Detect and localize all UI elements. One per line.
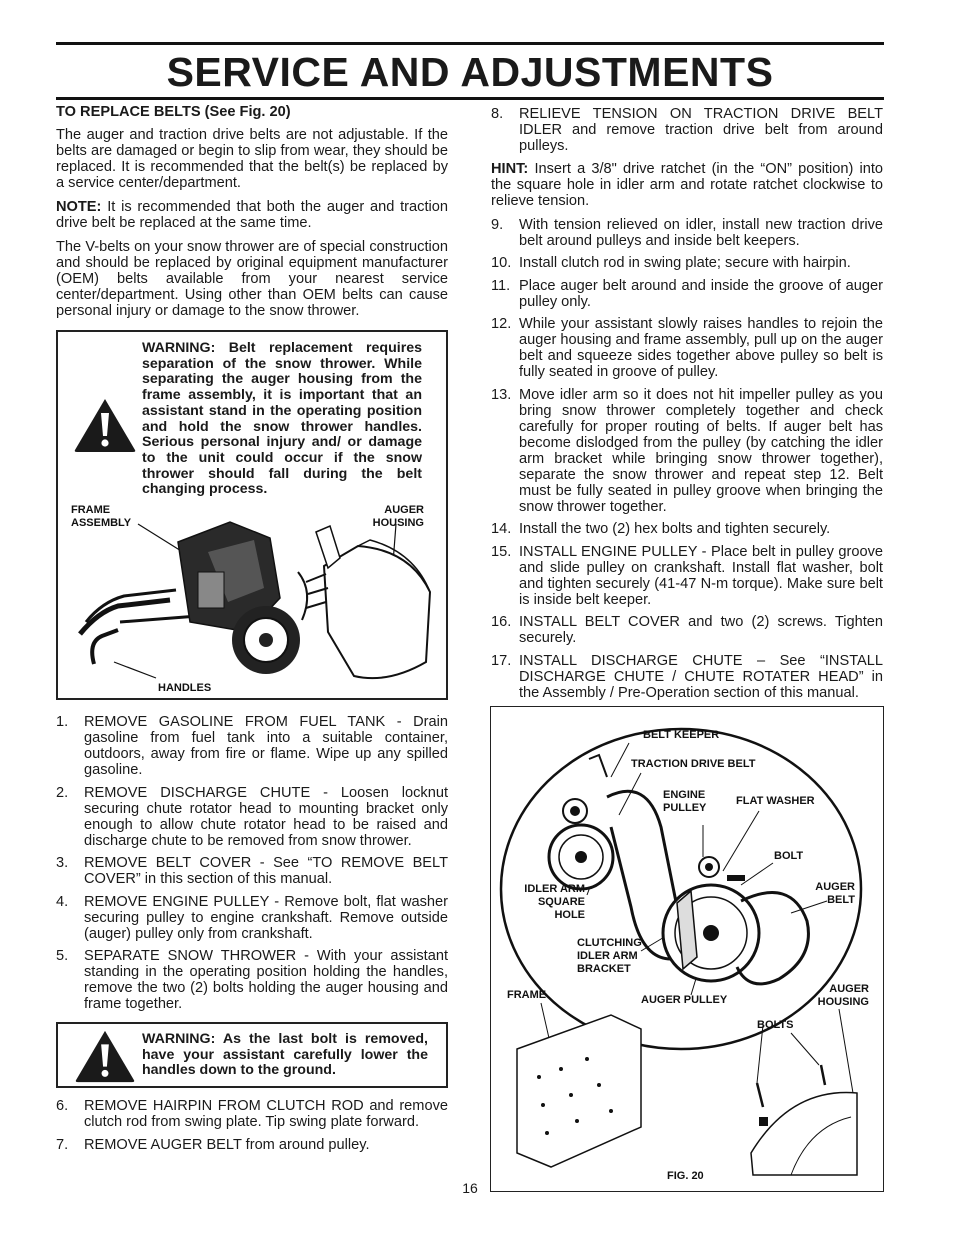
note-paragraph (56, 199, 448, 231)
step-10: 10. Install clutch rod in swing plate; secure with hairpin. (491, 255, 851, 271)
step-11: 11. Place auger belt around and inside the groove of auger pulley only. (491, 277, 883, 310)
steps-list-d (491, 217, 883, 701)
section-heading: TO REPLACE BELTS (See Fig. 20) (56, 104, 291, 120)
step-5: 5. SEPARATE SNOW THROWER - With your assistant standing in the operating position holding the handles, remove the two (2) bolts holding the auger housing and frame together. (56, 948, 448, 1012)
fig-label-idler-arm-square-hole: IDLER ARM SQUARE HOLE (524, 883, 585, 921)
note-label: NOTE: (56, 199, 102, 215)
step-2: 2. REMOVE DISCHARGE CHUTE - Loosen locknut securing chute rotator head to mounting bracket only enough to allow chute rotator head to be raised and discharge chute to be removed from snow thrower. (56, 784, 448, 849)
step-12: 12. While your assistant slowly raises handles to rejoin the auger housing and frame assembly, pull up on the auger belt and squeeze sides together above pulley so belt is fully seated in groove of pulley. (491, 316, 883, 380)
warning-triangle-icon (72, 396, 138, 454)
warning-text-1: WARNING: Belt replacement requires separation of the snow thrower. While separating the auger housing from the frame assembly, it is important that an assistant stand in the operating position and hold the snow thrower handles. Serious personal injury and/ or damage to the unit could occur if the snow thrower should fall during the belt changing process. (142, 340, 422, 498)
right-column (491, 106, 883, 707)
step-3: 3. REMOVE BELT COVER - See “TO REMOVE BELT COVER” in this section of this manual. (56, 855, 448, 887)
step-17: 17. INSTALL DISCHARGE CHUTE – See “INSTALL DISCHARGE CHUTE / CHUTE ROTATER HEAD” in the Assembly / Pre-Operation section of this manual. (491, 652, 883, 701)
fig-label-frame: FRAME (507, 989, 547, 1001)
step-16: 16. INSTALL BELT COVER and two (2) screws. Tighten securely. (491, 614, 883, 646)
fig-label-bolts: BOLTS (757, 1019, 794, 1031)
snow-thrower-separation-illustration (58, 512, 446, 692)
page-number: 16 (462, 1180, 478, 1196)
step-8: 8. RELIEVE TENSION ON TRACTION DRIVE BELT IDLER and remove traction drive belt from around pulleys. (491, 106, 883, 154)
warning-box-last-bolt (56, 1022, 448, 1088)
fig-label-auger-pulley: AUGER PULLEY (641, 994, 728, 1006)
fig-label-flat-washer: FLAT WASHER (736, 795, 815, 807)
fig-label-auger-housing: AUGER HOUSING (817, 983, 869, 1008)
intro-paragraph: The auger and traction drive belts are not adjustable. If the belts are damaged or begin to slip from wear, they should be replaced. It is recommended that the belt(s) be replaced by a service center/department. (56, 127, 448, 191)
step-4: 4. REMOVE ENGINE PULLEY - Remove bolt, flat washer securing pulley to engine crankshaft. Remove outside (auger) pulley only from crankshaft. (56, 893, 448, 942)
warning-triangle-icon (72, 1028, 138, 1084)
fig-label-traction-drive-belt: TRACTION DRIVE BELT (631, 758, 756, 770)
figure-20 (490, 706, 884, 1192)
steps-list-a (56, 714, 448, 1012)
title-rule-bottom (56, 97, 884, 100)
fig-caption: FIG. 20 (667, 1170, 704, 1182)
hint-text: Insert a 3/8" drive ratchet (in the “ON” position) into the square hole in idler arm and rotate ratchet clockwise to relieve tension. (491, 160, 883, 209)
step-6: 6. REMOVE HAIRPIN FROM CLUTCH ROD and remove clutch rod from swing plate. Tip swing plate forward. (56, 1098, 448, 1130)
hint-paragraph (491, 161, 883, 209)
step-14: 14. Install the two (2) hex bolts and tighten securely. (491, 521, 831, 537)
steps-list-b (56, 1098, 448, 1153)
label-auger-housing: AUGER HOUSING (372, 504, 424, 529)
steps-list-c (491, 106, 883, 154)
warning-text-2: WARNING: As the last bolt is removed, have your assistant carefully lower the handles down to the ground. (142, 1031, 428, 1079)
hint-label: HINT: (491, 160, 529, 177)
fig-label-engine-pulley: ENGINE PULLEY (663, 789, 707, 814)
step-7: 7. REMOVE AUGER BELT from around pulley. (56, 1136, 370, 1153)
left-column (56, 104, 448, 1159)
page-title: SERVICE AND ADJUSTMENTS (166, 49, 774, 95)
step-1: 1. REMOVE GASOLINE FROM FUEL TANK - Drain gasoline from fuel tank into a suitable container, outdoors, away from fire or flame. Wipe up any spilled gasoline. (56, 714, 448, 778)
step-15: 15. INSTALL ENGINE PULLEY - Place belt in pulley groove and slide pulley on crankshaft. Install flat washer, bolt and tighten securely (41-47 N-m torque). Make sure belt is inside belt keeper. (491, 543, 883, 608)
step-13: 13. Move idler arm so it does not hit impeller pulley as you bring snow thrower completely together and check carefully for proper routing of belts. If auger belt has become dislodged from the pulley (by catching the idler arm bracket while bringing snow thrower together), separate the snow thrower and repeat step 12. Belt must be fully seated in pulley groove when bringing the snow thrower together. (491, 386, 883, 515)
label-frame-assembly: FRAME ASSEMBLY (71, 504, 132, 529)
fig-label-bolt: BOLT (774, 850, 804, 862)
fig-label-belt-keeper: BELT KEEPER (643, 729, 720, 741)
fig-label-auger-belt: AUGER BELT (815, 881, 855, 906)
fig-label-clutching-idler-arm-bracket: CLUTCHING IDLER ARM BRACKET (577, 937, 642, 975)
belt-routing-illustration (491, 707, 882, 1190)
vbelt-paragraph: The V-belts on your snow thrower are of special construction and should be replaced by original equipment manufacturer (OEM) belts available from your nearest service center/department. Using other than OEM belts can cause personal injury or damage to the snow thrower. (56, 239, 448, 319)
label-handles: HANDLES (158, 682, 212, 694)
step-9: 9. With tension relieved on idler, install new traction drive belt around pulleys and inside belt keepers. (491, 216, 883, 249)
warning-box-belt-replacement (56, 330, 448, 700)
note-text: It is recommended that both the auger and traction drive belt be replaced at the same time. (56, 199, 448, 231)
